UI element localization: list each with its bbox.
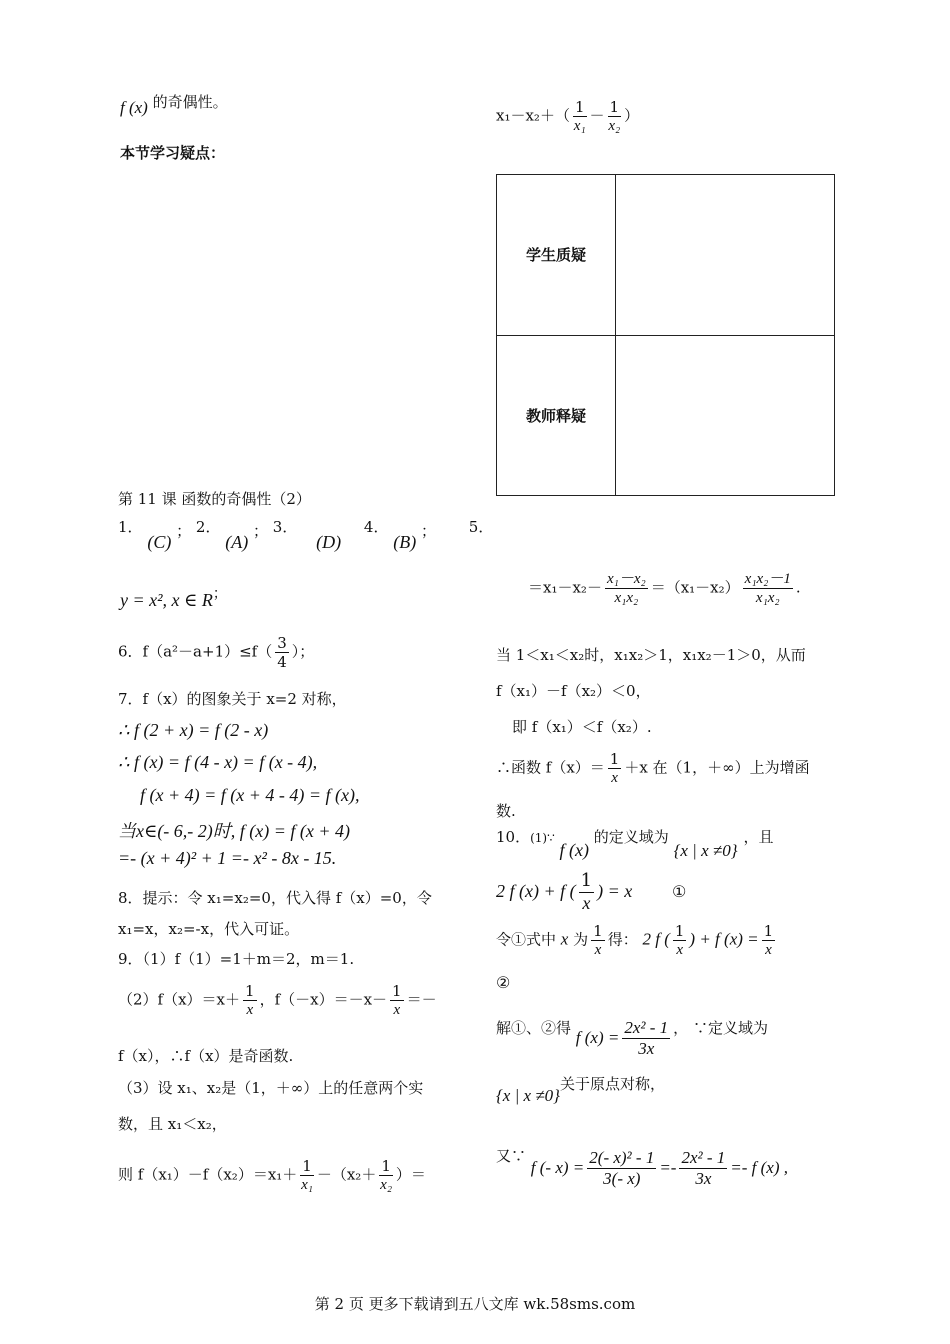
lesson-title: 第 11 课 函数的奇偶性（2） [118, 490, 311, 508]
question-9-2-tail: f（x），∴f（x）是奇函数. [118, 1047, 294, 1065]
q10-mark: (1)∵ [530, 831, 555, 845]
eq-text: . [795, 578, 801, 597]
frac-num: 1 [580, 870, 593, 891]
let-eq: ) + f (x) = [689, 929, 759, 949]
answer-num: 2． [195, 518, 221, 536]
top-expr-text: ） [624, 106, 640, 125]
concl-text: ＋x 在（1，＋∞）上为增函 [624, 758, 810, 777]
frac-den: 3x [695, 1169, 712, 1189]
again-tail: =- f (x) , [730, 1157, 789, 1177]
eq-text: ＝（x₁－x₂） [650, 578, 740, 597]
frac-num: x₁－x₂ [606, 571, 646, 587]
q7-line: f (x + 4) = f (x + 4 - 4) = f (x), [140, 785, 360, 805]
right-top-expr [496, 98, 639, 135]
answer-num: 3． [272, 518, 298, 536]
frac-num: 1 [609, 750, 620, 768]
q9-2-text: （2）f（x）＝x＋ [118, 990, 241, 1009]
q6-den: 4 [277, 653, 287, 671]
page-footer: 第 2 页 更多下载请到五八文库 wk.58sms.com [314, 1295, 636, 1313]
frac-den: 3x [638, 1039, 655, 1059]
frac-den: x [393, 1002, 401, 1018]
question-9-3c [118, 1157, 426, 1194]
again-line [496, 1136, 789, 1189]
q10-set: {x | x ≠0} [673, 841, 738, 860]
table-label-teacher: 教师释疑 [497, 335, 616, 496]
circle-1: ① [671, 882, 687, 902]
frac-num: 1 [763, 922, 774, 940]
q7-line: 当x∈(- 6,- 2)时, f (x) = f (x + 4) [118, 821, 351, 841]
concl-text: ∴函数 f（x）＝ [496, 758, 605, 777]
frac-den: x₂ [608, 118, 621, 134]
frac-num: 2x² - 1 [622, 1018, 670, 1039]
let-eq-frac [762, 922, 776, 959]
q6-text: 6．f（a²－a+1）≤f（ [118, 642, 273, 661]
frac-num: 1 [381, 1157, 391, 1175]
eq-frac [743, 570, 793, 607]
question-table [496, 174, 835, 496]
frac-num: 1 [593, 922, 603, 940]
frac-num: 1 [245, 982, 255, 1000]
answer-num: 5． [468, 518, 494, 536]
frac-num: 1 [674, 922, 685, 940]
frac-num: 1 [302, 1157, 312, 1175]
q7-line: ∴ f (x) = f (4 - x) = f (x - 4), [118, 752, 318, 772]
q10-text: ，且 [743, 828, 774, 846]
fx-symbol: f (x) [120, 98, 148, 117]
right-conclusion [496, 750, 810, 787]
top-expr-frac [608, 98, 622, 135]
answer-sep: ； [176, 522, 192, 540]
right-conclusion-tail: 数. [496, 802, 516, 820]
concl-frac [608, 750, 622, 787]
q7-line: =- (x + 4)² + 1 =- x² - 8x - 15. [118, 848, 337, 868]
q9-2-frac [243, 982, 257, 1019]
sym-set: {x | x ≠0} [496, 1086, 560, 1105]
frac-num: 1 [609, 98, 620, 116]
question-6 [118, 634, 314, 671]
frac-num: x₁x₂－1 [744, 571, 791, 587]
eq-text: ＝x₁－x₂－ [528, 578, 602, 597]
q6-fraction [275, 634, 289, 671]
fx-intro-text: 的奇偶性。 [152, 93, 228, 111]
frac-den: x [246, 1002, 254, 1018]
frac-den: x₁x₂ [755, 590, 780, 606]
question-7-intro: 7．f（x）的图象关于 x=2 对称， [118, 690, 347, 708]
let-text: 令①式中 [496, 930, 557, 949]
frac-den: x [676, 942, 683, 958]
q10-text: 的定义域为 [593, 828, 669, 846]
frac-den: x [582, 892, 591, 913]
answer-sep: ； [253, 522, 269, 540]
q9-2-text: ，f（－x）＝－x－ [259, 990, 388, 1009]
teacher-answer-cell[interactable] [616, 335, 835, 496]
question-10 [496, 826, 774, 860]
frac-den: x [765, 942, 772, 958]
q7-line: ∴ f (2 + x) = f (2 - x) [118, 720, 269, 740]
let-x: x [560, 929, 569, 949]
eq1-text: ) = x [597, 881, 633, 902]
eq1-text: 2 f (x) + f ( [496, 881, 576, 902]
frac-num: 2x² - 1 [679, 1148, 727, 1169]
solution-line [496, 1008, 768, 1059]
answer-value: (B) [393, 532, 417, 552]
again-frac [587, 1148, 656, 1190]
symmetric-line [496, 1073, 665, 1105]
again-eq: =- [659, 1157, 677, 1177]
question-9-1: 9．（1）f（1）=1＋m＝2，m＝1. [118, 950, 355, 968]
frac-den: 3(- x) [603, 1169, 641, 1189]
answer-row [118, 518, 494, 552]
frac-den: x₁ [573, 118, 586, 134]
frac-num: 1 [574, 98, 585, 116]
let-eq-frac [673, 922, 687, 959]
doubt-heading: 本节学习疑点： [120, 144, 226, 162]
frac-den: x₂ [380, 1177, 393, 1193]
again-f: f (- x) = [530, 1157, 585, 1177]
sol-text: ， ∵定义域为 [673, 1018, 768, 1037]
frac-num: 2(- x)² - 1 [587, 1148, 656, 1169]
frac-num: 1 [392, 982, 402, 1000]
answer-5-tail: ； [212, 587, 227, 602]
q6-tail: ）； [291, 642, 315, 661]
question-8-line2: x₁=x，x₂=-x，代入可证。 [118, 920, 300, 938]
frac-den: x [594, 942, 602, 958]
top-expr-text: x₁－x₂＋（ [496, 106, 570, 125]
top-expr-frac [573, 98, 587, 135]
table-label-student: 学生质疑 [497, 175, 616, 336]
q9-2-text: ＝－ [406, 990, 437, 1009]
right-equation [528, 570, 801, 607]
right-when: 当 1＜x₁＜x₂时，x₁x₂＞1，x₁x₂－1＞0，从而 [496, 646, 806, 664]
let-text: 为 [573, 930, 589, 949]
student-question-cell[interactable] [616, 175, 835, 336]
question-8-line1: 8．提示：令 x₁=x₂=0，代入得 f（x）=0，令 [118, 889, 432, 907]
fx-intro [120, 93, 228, 118]
frac-den: x₁x₂ [614, 590, 639, 606]
top-expr-text: － [589, 106, 605, 125]
circle-2: ② [496, 973, 511, 992]
eq-frac [605, 570, 648, 607]
let-line [496, 922, 778, 959]
let-frac [591, 922, 605, 959]
frac-den: x₁ [301, 1177, 313, 1193]
answer-num: 1． [118, 518, 143, 536]
q9-2-frac [390, 982, 404, 1019]
q6-num: 3 [277, 634, 287, 652]
q9-3-text: 则 f（x₁）－f（x₂）＝x₁＋ [118, 1165, 298, 1184]
question-9-3a: （3）设 x₁、x₂是（1，＋∞）上的任意两个实 [118, 1079, 424, 1097]
question-9-2 [118, 982, 437, 1019]
answer-5-expr: y = x², x ∈ R [120, 590, 213, 610]
answer-sep: ； [421, 522, 437, 540]
answer-5 [120, 587, 227, 611]
let-text: 得： [607, 930, 638, 949]
q9-3-frac [379, 1157, 393, 1194]
eq1-frac [579, 870, 594, 914]
answer-value: (A) [225, 532, 249, 552]
answer-num: 4． [363, 518, 389, 536]
sol-frac [622, 1018, 670, 1060]
sym-text: 关于原点对称， [559, 1075, 665, 1093]
answer-value: (C) [147, 532, 172, 552]
q9-3-text: ）＝ [395, 1165, 426, 1184]
right-f: f（x₁）－f（x₂）＜0， [496, 682, 651, 700]
again-frac [679, 1148, 727, 1190]
question-9-3b: 数，且 x₁＜x₂， [118, 1115, 227, 1133]
equation-1 [496, 870, 686, 914]
sol-text: 解①、②得 [496, 1018, 572, 1037]
q9-3-frac [300, 1157, 314, 1194]
q10-num: 10． [496, 828, 531, 846]
frac-den: x [611, 770, 618, 786]
q9-3-text: －（x₂＋ [316, 1165, 377, 1184]
q10-fx: f (x) [559, 840, 589, 860]
right-f2: 即 f（x₁）＜f（x₂）. [512, 718, 652, 736]
sol-fx: f (x) = [575, 1027, 620, 1047]
again-text: 又∵ [496, 1146, 527, 1165]
answer-value: (D) [316, 532, 342, 552]
let-eq: 2 f ( [642, 929, 670, 949]
